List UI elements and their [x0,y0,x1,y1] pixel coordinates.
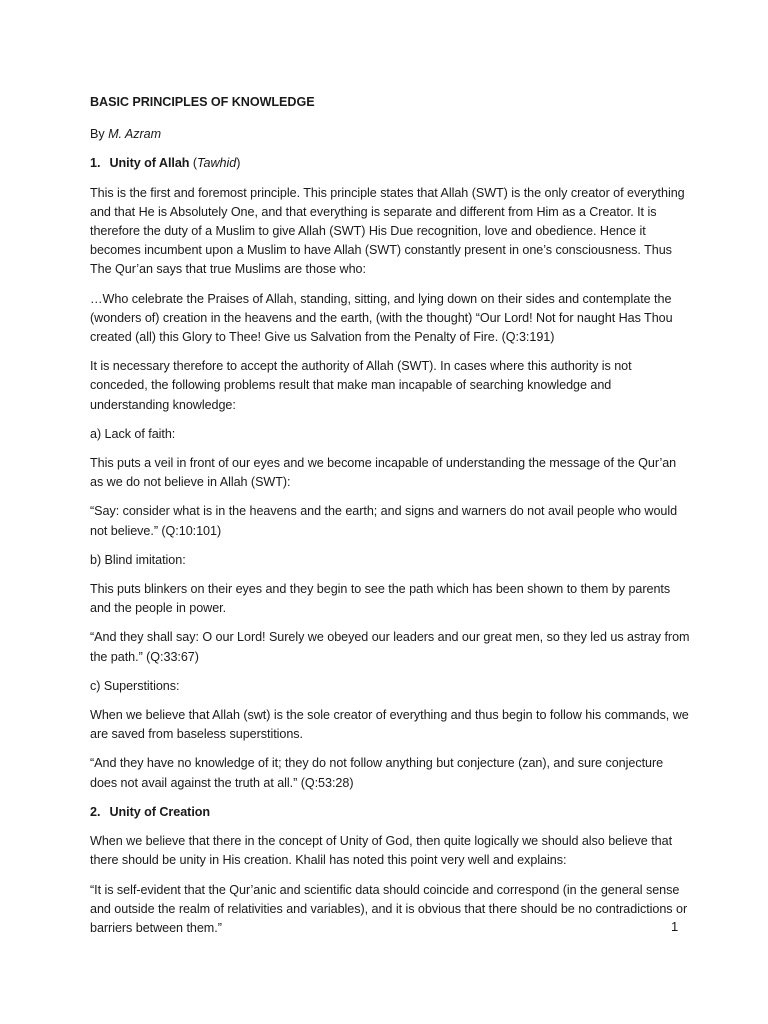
section-1-number: 1. [90,156,101,171]
paragraph-2: It is necessary therefore to accept the authority of Allah (SWT). In cases where this authority is not conceded, the following problems result that make man incapable of searching knowledge and understanding knowledge: [90,359,632,412]
byline [90,125,690,144]
quote-2: “Say: consider what is in the heavens and the earth; and signs and warners do not avail people who would not believe.” (Q:10:101) [90,504,678,538]
paragraph-4: This puts blinkers on their eyes and they begin to see the path which has been shown to them by parents and the people in power. [90,582,671,616]
document-page [90,93,690,948]
subheading-c: c) Superstitions: [90,678,180,693]
quote-5: “It is self-evident that the Qur’anic and scientific data should coincide and correspond (in the general sense and outside the realm of relativities and variables), and it is obvious that there should be no contradictions or barriers between them.” [90,882,688,935]
section-1-term: Tawhid [197,156,237,171]
paragraph-3: This puts a veil in front of our eyes and we become incapable of understanding the message of the Qur’an as we do not believe in Allah (SWT): [90,456,677,490]
section-1-heading [90,154,690,173]
section-2-title: Unity of Creation [109,804,211,819]
paragraph-5: When we believe that Allah (swt) is the sole creator of everything and thus begin to follow his commands, we are saved from baseless superstitions. [90,708,689,742]
quote-3: “And they shall say: O our Lord! Surely we obeyed our leaders and our great men, so they led us astray from the path.” (Q:33:67) [90,630,690,664]
section-2-number: 2. [90,804,101,819]
page-number: 1 [671,919,679,934]
quote-4: “And they have no knowledge of it; they do not follow anything but conjecture (zan), and sure conjecture does not avail against the truth at all.” (Q:53:28) [90,756,664,790]
subheading-a: a) Lack of faith: [90,426,176,441]
document-title: BASIC PRINCIPLES OF KNOWLEDGE [90,95,315,109]
quote-1: …Who celebrate the Praises of Allah, standing, sitting, and lying down on their sides and contemplate the (wonders of) creation in the heavens and the earth, (with the thought) “Our Lord! Not for naught Has Thou created (all) this Glory to Thee! Give us Salvation from the Penalty of Fire. (Q:3:191) [90,291,673,345]
byline-prefix: By [90,127,105,142]
subheading-b: b) Blind imitation: [90,552,186,567]
paragraph-6: When we believe that there in the concept of Unity of God, then quite logically we should also believe that there should be unity in His creation. Khalil has noted this point very well and explains: [90,834,673,868]
section-1-title: Unity of Allah [109,156,190,171]
section-2-heading [90,803,690,822]
section-1-paren-open: ( [189,156,198,171]
section-1-paren-close: ) [236,156,241,171]
author-name: M. Azram [108,127,162,142]
paragraph-1: This is the first and foremost principle. This principle states that Allah (SWT) is the only creator of everything and that He is Absolutely One, and that everything is separate and different from Him as a Creator. It is therefore the duty of a Muslim to give Allah (SWT) His Due recognition, love and obedience. Hence it becomes incumbent upon a Muslim to have Allah (SWT) constantly present in one’s consciousness. Thus The Qur’an says that true Muslims are those who: [90,185,685,277]
